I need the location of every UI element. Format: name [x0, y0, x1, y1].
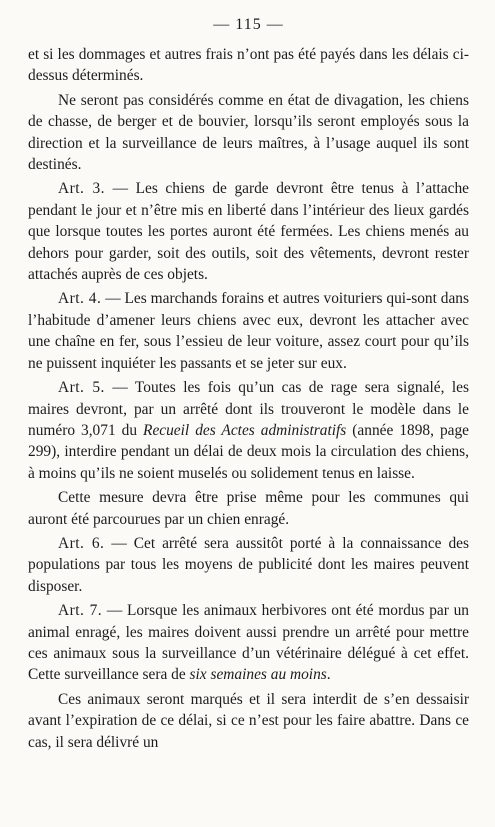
- article-3-text: — Les chiens de garde devront être tenus à l’attache pendant le jour et n’être mis en liberté dans l’intérieur des lieux gardés que lorsque toutes les portes auront été fermées. Les chiens menés au dehors pour garder, soit des outils, soit des vêtements, devront rester attachés auprès de ces objets.: [28, 180, 469, 284]
- article-7-label: Art. 7.: [58, 602, 103, 620]
- article-5: [28, 377, 469, 484]
- article-4: [28, 288, 469, 374]
- paragraph-divagation: Ne seront pas considérés comme en état de divagation, les chiens de chasse, de berger et de bouvier, lorsqu’ils seront employés sous la direction et la surveillance de leurs maîtres, à l’usage auquel ils sont destinés.: [28, 91, 469, 174]
- article-6-label: Art. 6.: [58, 534, 105, 552]
- article-5-label: Art. 5.: [58, 379, 105, 397]
- article-5-text-b: (année 1898, page 299), interdire pendant un délai de deux mois la circulation des chiens, à moins qu’ils ne soient muselés ou solidement tenus en laisse.: [28, 421, 469, 482]
- article-7-italic: six semaines au moins: [189, 666, 327, 684]
- article-3-label: Art. 3.: [58, 180, 106, 198]
- article-7-text-b: .: [326, 666, 331, 684]
- article-6-text: — Cet arrêté sera aussitôt porté à la connaissance des populations par tous les moyens de publicité dont les maires peuvent disposer.: [28, 534, 469, 595]
- article-7-text-a: — Lorsque les animaux herbivores ont été mordus par un animal enragé, les maires doivent aussi prendre un arrêté pour mettre ces animaux sous la surveillance d’un vétérinaire délégué à cet effet. Cette surveillance sera de: [28, 602, 469, 684]
- article-7: [28, 600, 469, 686]
- body-text: [28, 44, 469, 753]
- article-4-text: — Les marchands forains et autres voituriers qui-sont dans l’habitude d’amener leurs chiens avec eux, devront les attacher avec une chaîne en fer, sous l’essieu de leur voiture, assez court pour qu’ils ne puissent inquiéter les passants et se jeter sur eux.: [28, 290, 469, 372]
- article-4-label: Art. 4.: [58, 290, 102, 308]
- page-number: — 115 —: [213, 16, 284, 33]
- paragraph-last: Ces animaux seront marqués et il sera interdit de s’en dessaisir avant l’expiration de ce délai, si ce n’est pour les faire abattre. Dans ce cas, il sera délivré un: [28, 690, 469, 751]
- paragraph-cette-mesure: Cette mesure devra être prise même pour les communes qui auront été parcourues par un chien enragé.: [28, 489, 469, 528]
- paragraph-continuation: et si les dommages et autres frais n’ont pas été payés dans les délais ci-dessus déterminés.: [28, 46, 469, 85]
- article-3: [28, 178, 469, 285]
- article-5-text-a: — Toutes les fois qu’un cas de rage sera signalé, les maires devront, par un arrêté dont ils trouveront le modèle dans le numéro 3,071 du: [28, 379, 469, 439]
- article-6: [28, 533, 469, 597]
- article-5-italic-title: Recueil des Actes administratifs: [143, 421, 347, 439]
